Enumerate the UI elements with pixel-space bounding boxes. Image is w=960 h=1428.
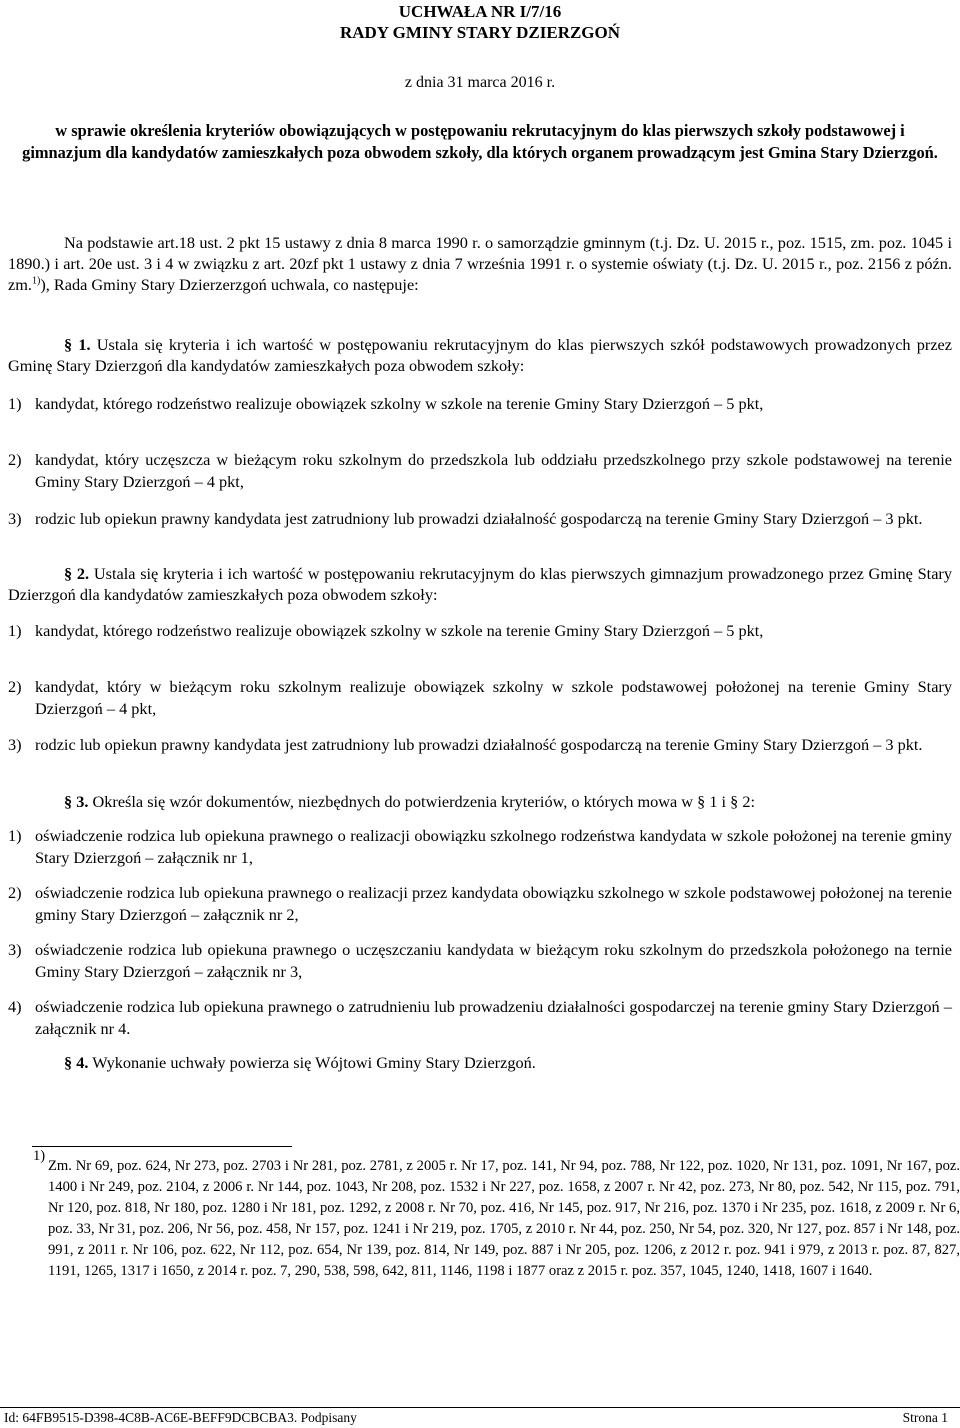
section-1-intro (8, 334, 952, 376)
section-2-intro (8, 563, 952, 605)
item-text: oświadczenie rodzica lub opiekuna prawnego o uczęszczaniu kandydata w bieżącym roku szkolnym do przedszkola położonego na ternie Gminy Stary Dzierzgoń – załącznik nr 3, (35, 940, 952, 981)
item-text: kandydat, który uczęszcza w bieżącym roku szkolnym do przedszkola lub oddziału przedszkolnego przy szkole podstawowej na terenie Gminy Stary Dzierzgoń – 4 pkt, (35, 450, 952, 491)
section-3-item-2 (8, 882, 952, 926)
item-number: 3) (8, 940, 22, 959)
item-number: 1) (8, 394, 22, 413)
section-3-item-4 (8, 996, 952, 1040)
section-4-text: Wykonanie uchwały powierza się Wójtowi Gminy Stary Dzierzgoń. (92, 1053, 536, 1072)
section-4 (8, 1052, 952, 1073)
item-number: 2) (8, 450, 22, 469)
item-number: 1) (8, 826, 22, 845)
section-3-item-3 (8, 939, 952, 983)
footnote-ref[interactable]: 1) (31, 275, 41, 287)
item-number: 1) (8, 621, 22, 640)
section-2-item-3 (8, 734, 952, 756)
section-1-text: Ustala się kryteria i ich wartość w postępowaniu rekrutacyjnym do klas pierwszych szkół podstawowych prowadzonych przez Gminę Stary Dzierzgoń dla kandydatów zamieszkałych poza obwodem szkoły: (8, 335, 953, 375)
section-3-intro (8, 791, 952, 812)
preamble-tail: ), Rada Gminy Stary Dzierzerzgoń uchwala, co następuje: (40, 275, 419, 294)
section-1-item-1 (8, 393, 952, 415)
item-text: kandydat, którego rodzeństwo realizuje obowiązek szkolny w szkole na terenie Gminy Stary Dzierzgoń – 5 pkt, (35, 621, 764, 640)
section-1-label: § 1. (64, 335, 91, 354)
section-2-item-1 (8, 620, 952, 642)
resolution-subject: w sprawie określenia kryteriów obowiązujących w postępowaniu rekrutacyjnym do klas pierwszych szkoły podstawowej i gimnazjum dla kandydatów zamieszkałych poza obwodem szkoły, dla których organem prowadzącym jest Gmina Stary Dzierzgoń. (22, 121, 938, 162)
preamble-text: Na podstawie art.18 ust. 2 pkt 15 ustawy z dnia 8 marca 1990 r. o samorządzie gminnym (t.j. Dz. U. 2015 r., poz. 1515, zm. poz. 1045 i 1890.) i art. 20e ust. 3 i 4 w związku z art. 20zf pkt 1 ustawy z dnia 7 września 1991 r. o systemie oświaty (t.j. Dz. U. 2015 r., poz. 2156 z późn. zm. (8, 233, 952, 294)
council-name: RADY GMINY STARY DZIERZGOŃ (339, 23, 621, 42)
item-number: 3) (8, 509, 22, 528)
footnote-separator (32, 1146, 292, 1147)
footnote: 1) Zm. Nr 69, poz. 624, Nr 273, poz. 2703 i Nr 281, poz. 2781, z 2005 r. Nr 17, poz. 141, Nr 94, poz. 788, Nr 122, poz. 1020, Nr 131, poz. 1091, Nr 167, poz. 1400 i Nr 249, poz. 2104, z 2006 r. Nr 144, poz. 1043, Nr 208, poz. 1532 i Nr 227, poz. 1658, z 2007 r. Nr 42, poz. 273, Nr 80, poz. 542, Nr 115, poz. 791, Nr 120, poz. 818, Nr 180, poz. 1280 i Nr 181, poz. 1292, z 2008 r. Nr 70, poz. 416, Nr 145, poz. 917, Nr 216, poz. 1370 i Nr 235, poz. 1618, z 2009 r. Nr 6, poz. 33, Nr 31, poz. 206, Nr 56, poz. 458, Nr 157, poz. 1241 i Nr 219, poz. 1705, z 2010 r. Nr 44, poz. 250, Nr 54, poz. 320, Nr 127, poz. 857 i Nr 148, poz. 991, z 2011 r. Nr 106, poz. 622, Nr 112, poz. 654, Nr 139, poz. 814, Nr 149, poz. 887 i Nr 205, poz. 1206, z 2012 r. poz. 941 i 979, z 2013 r. poz. 87, 827, 1191, 1265, 1317 i 1650, z 2014 r. poz. 7, 290, 538, 598, 642, 811, 1146, 1198 i 1877 oraz z 2015 r. poz. 357, 1045, 1240, 1418, 1607 i 1640. (8, 1156, 960, 1282)
document-id: Id: 64FB9515-D398-4C8B-AC6E-BEFF9DCBCBA3. Podpisany (4, 1410, 357, 1425)
item-number: 2) (8, 883, 22, 902)
resolution-number: UCHWAŁA NR I/7/16 (398, 2, 562, 21)
page-number: Strona 1 (902, 1410, 948, 1425)
item-text: kandydat, którego rodzeństwo realizuje obowiązek szkolny w szkole na terenie Gminy Stary Dzierzgoń – 5 pkt, (35, 394, 764, 413)
item-number: 3) (8, 735, 22, 754)
preamble (8, 232, 952, 295)
section-2-item-2 (8, 676, 952, 720)
item-text: oświadczenie rodzica lub opiekuna prawnego o zatrudnieniu lub prowadzeniu działalności gospodarczej na terenie gminy Stary Dzierzgoń – załącznik nr 4. (35, 997, 952, 1038)
item-text: rodzic lub opiekun prawny kandydata jest zatrudniony lub prowadzi działalność gospodarczą na terenie Gminy Stary Dzierzgoń – 3 pkt. (35, 735, 923, 754)
section-1-item-2 (8, 449, 952, 493)
item-number: 4) (8, 997, 22, 1016)
footnote-text: Zm. Nr 69, poz. 624, Nr 273, poz. 2703 i Nr 281, poz. 2781, z 2005 r. Nr 17, poz. 141, Nr 94, poz. 788, Nr 122, poz. 1020, Nr 131, poz. 1091, Nr 167, poz. 1400 i Nr 249, poz. 2104, z 2006 r. Nr 144, poz. 1043, Nr 208, poz. 1532 i Nr 227, poz. 1658, z 2007 r. Nr 42, poz. 273, Nr 80, poz. 542, Nr 115, poz. 791, Nr 120, poz. 818, Nr 180, poz. 1280 i Nr 181, poz. 1292, z 2008 r. Nr 70, poz. 416, Nr 145, poz. 917, Nr 216, poz. 1370 i Nr 235, poz. 1618, z 2009 r. Nr 6, poz. 33, Nr 31, poz. 206, Nr 56, poz. 458, Nr 157, poz. 1241 i Nr 219, poz. 1705, z 2010 r. Nr 44, poz. 250, Nr 54, poz. 320, Nr 127, poz. 857 i Nr 148, poz. 991, z 2011 r. Nr 106, poz. 622, Nr 112, poz. 654, Nr 139, poz. 814, Nr 149, poz. 887 i Nr 205, poz. 1206, z 2012 r. poz. 941 i 979, z 2013 r. poz. 87, 827, 1191, 1265, 1317 i 1650, z 2014 r. poz. 7, 290, 538, 598, 642, 811, 1146, 1198 i 1877 oraz z 2015 r. poz. 357, 1045, 1240, 1418, 1607 i 1640. (48, 1158, 960, 1279)
item-text: kandydat, który w bieżącym roku szkolnym realizuje obowiązek szkolny w szkole podstawowej położonej na terenie Gminy Stary Dzierzgoń – 4 pkt, (35, 677, 952, 718)
item-text: oświadczenie rodzica lub opiekuna prawnego o realizacji obowiązku szkolnego rodzeństwa kandydata w szkole położonej na terenie gminy Stary Dzierzgoń – załącznik nr 1, (35, 826, 952, 867)
section-4-label: § 4. (64, 1053, 89, 1072)
footer-separator (0, 1407, 960, 1408)
section-1-item-3 (8, 508, 952, 530)
item-number: 2) (8, 677, 22, 696)
resolution-date: z dnia 31 marca 2016 r. (404, 74, 556, 91)
item-text: rodzic lub opiekun prawny kandydata jest zatrudniony lub prowadzi działalność gospodarczą na terenie Gminy Stary Dzierzgoń – 3 pkt. (35, 509, 923, 528)
section-3-text: Określa się wzór dokumentów, niezbędnych do potwierdzenia kryteriów, o których mowa w § 1 i § 2: (92, 792, 756, 811)
section-2-label: § 2. (64, 564, 90, 583)
item-text: oświadczenie rodzica lub opiekuna prawnego o realizacji przez kandydata obowiązku szkolnego w szkole podstawowej położonej na terenie gminy Stary Dzierzgoń – załącznik nr 2, (35, 883, 952, 924)
section-3-label: § 3. (64, 792, 89, 811)
section-3-item-1 (8, 825, 952, 869)
section-2-text: Ustala się kryteria i ich wartość w postępowaniu rekrutacyjnym do klas pierwszych gimnazjum prowadzonego przez Gminę Stary Dzierzgoń dla kandydatów zamieszkałych poza obwodem szkoły: (8, 564, 952, 604)
